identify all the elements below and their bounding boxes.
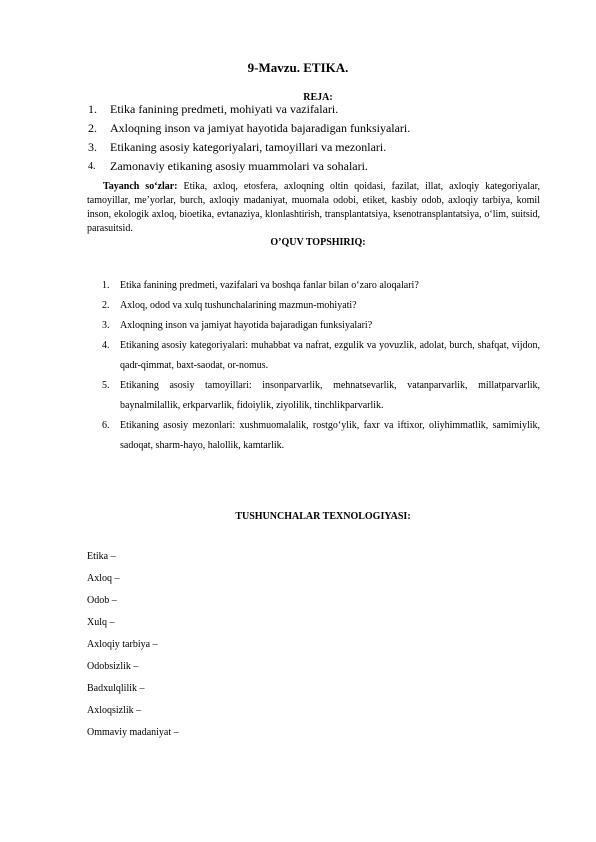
concepts-heading: TUSHUNCHALAR TEXNOLOGIYASI: [235,511,411,522]
task-item-text: Axloqning inson va jamiyat hayotida bajaradigan funksiyalari? [120,320,373,331]
plan-item-text: Etikaning asosiy kategoriyalari, tamoyillari va mezonlari. [110,140,387,154]
page-title: 9-Mavzu. ETIKA. [247,60,349,75]
task-item-text: Etikaning asosiy tamoyillari: insonparvarlik, mehnatsevarlik, vatanparvarlik, millatparvarlik, baynalmilallik, erkparvarlik, fidoiylik, ziyolilik, tinchlikparvarlik. [120,380,540,411]
plan-item-text: Axloqning inson va jamiyat hayotida bajaradigan funksiyalari. [110,121,411,135]
task-list [102,276,540,456]
task-item-number: 6. [102,420,110,431]
concept-item: Axloq – [87,573,120,584]
task-item-number: 2. [102,300,110,311]
plan-item [88,100,410,119]
task-item [102,296,540,316]
task-item-number: 4. [102,340,110,351]
task-heading: O’QUV TOPSHIRIQ: [270,237,366,248]
task-item-text: Etikaning asosiy kategoriyalari: muhabbat va nafrat, ezgulik va yovuzlik, adolat, burch, shafqat, vijdon, qadr-qimmat, baxt-saodat, or-nomus. [120,340,540,371]
task-item-number: 5. [102,380,110,391]
plan-item-number: 4. [88,161,96,172]
keywords-text: Etika, axloq, etosfera, axloqning oltin qoidasi, fazilat, illat, axloqiy kategoriyalar, tamoyillar, me’yorlar, burch, axloqiy madaniyat, muomala odobi, etiket, kasbiy odob, axloqiy tarbiya, komil inson, ekologik axloq, bioetika, evtanaziya, klonlashtirish, transplantatsiya, ksenotransplantatsiya, o‘lim, suitsid, parasuitsid. [87,181,540,234]
plan-item [88,157,410,176]
concept-list [87,546,179,744]
plan-heading: REJA: [303,92,333,103]
concept-item: Xulq – [87,617,115,628]
task-item-number: 3. [102,320,110,331]
task-item [102,416,540,456]
concept-item: Odobsizlik – [87,661,139,672]
plan-item-number: 3. [88,140,97,154]
task-item [102,336,540,376]
task-item-text: Etika fanining predmeti, vazifalari va boshqa fanlar bilan o‘zaro aloqalari? [120,280,419,291]
task-item [102,316,540,336]
keywords-paragraph [87,180,540,236]
task-item [102,276,540,296]
concept-item: Axloqiy tarbiya – [87,639,158,650]
plan-item [88,138,410,157]
concept-item: Odob – [87,595,117,606]
task-item-text: Etikaning asosiy mezonlari: xushmuomalalik, rostgo‘ylik, faxr va iftixor, oliyhimmatlik, samimiylik, sadoqat, sharm-hayo, halollik, kamtarlik. [120,420,540,451]
task-item [102,376,540,416]
keywords-label: Tayanch so‘zlar: [103,181,178,192]
plan-item-number: 2. [88,121,97,135]
plan-item-text: Etika fanining predmeti, mohiyati va vazifalari. [110,102,339,116]
concept-item: Etika – [87,551,116,562]
plan-list [88,100,410,176]
task-item-number: 1. [102,280,110,291]
plan-item-text: Zamonaviy etikaning asosiy muammolari va sohalari. [110,159,368,173]
concept-item: Axloqsizlik – [87,705,142,716]
plan-item [88,119,410,138]
plan-item-number: 1. [88,102,97,116]
concept-item: Ommaviy madaniyat – [87,727,179,738]
concept-item: Badxulqlilik – [87,683,145,694]
task-item-text: Axloq, odod va xulq tushunchalarining mazmun-mohiyati? [120,300,357,311]
